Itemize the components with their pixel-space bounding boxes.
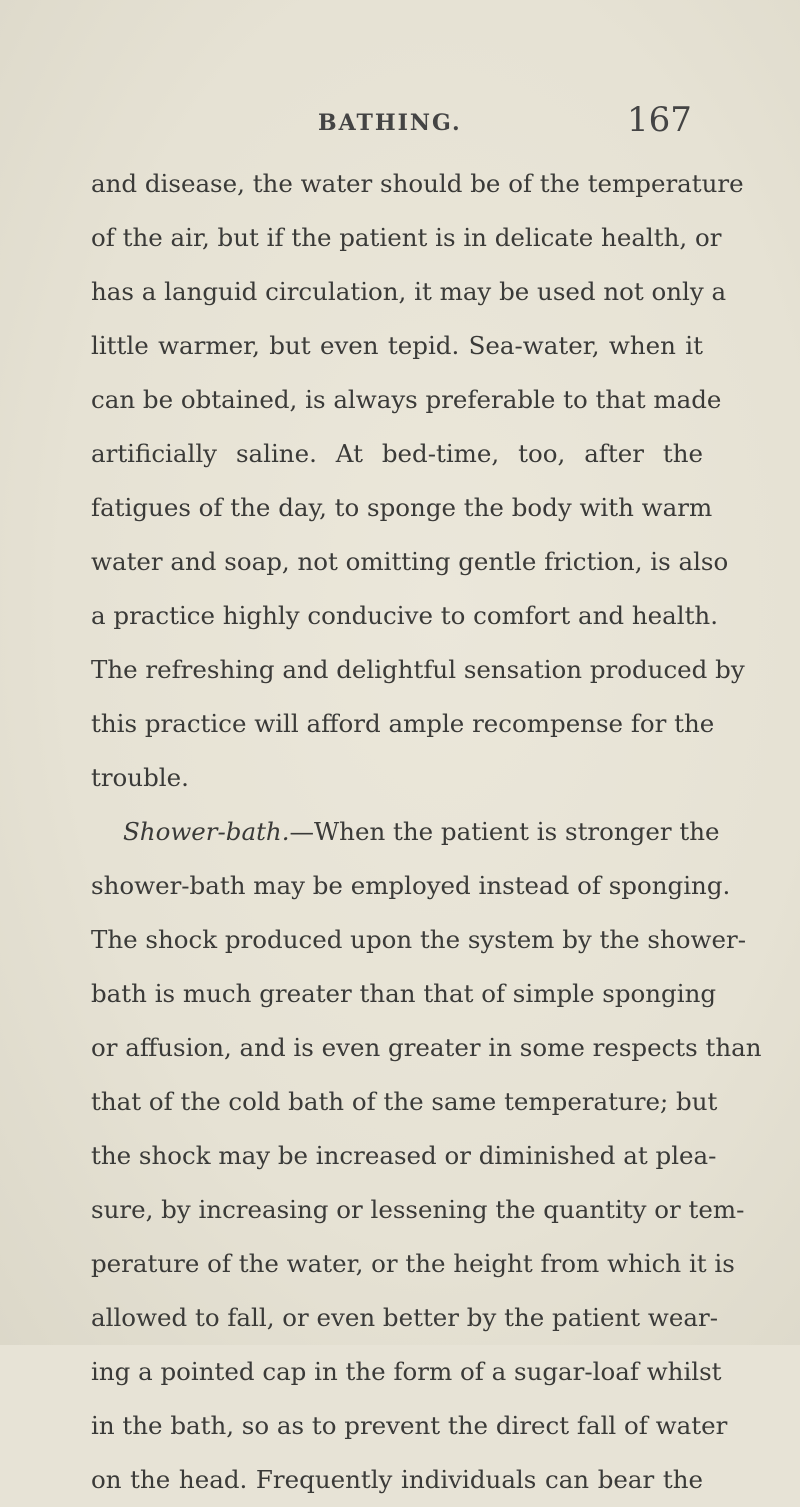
text-line: perature of the water, or the height from which it is — [91, 1249, 735, 1278]
text-line: that of the cold bath of the same temperature; but — [91, 1087, 718, 1116]
text-line: and disease, the water should be of the temperature — [91, 169, 744, 198]
text-line: sure, by increasing or lessening the quantity or tem- — [91, 1195, 745, 1224]
text-line: The shock produced upon the system by the shower- — [91, 925, 746, 954]
text-line: can be obtained, is always preferable to that made — [91, 385, 722, 414]
page-header — [0, 100, 800, 150]
text-line: or affusion, and is even greater in some respects than — [91, 1033, 762, 1062]
text-line: on the head. Frequently individuals can bear the — [91, 1465, 703, 1494]
text-line: this practice will afford ample recompense for the — [91, 709, 715, 738]
text-line: bath is much greater than that of simple sponging — [91, 979, 717, 1008]
text-line: allowed to fall, or even better by the patient wear- — [91, 1303, 718, 1332]
body-text — [91, 157, 762, 1507]
text-line: artificially saline. At bed-time, too, after the — [91, 439, 703, 468]
text-line: the shock may be increased or diminished at plea- — [91, 1141, 717, 1170]
text-line: The refreshing and delightful sensation produced by — [91, 655, 745, 684]
text-line: a practice highly conducive to comfort and health. — [91, 601, 718, 630]
text-line: water and soap, not omitting gentle friction, is also — [91, 547, 729, 576]
text-line: ing a pointed cap in the form of a sugar-loaf whilst — [91, 1357, 722, 1386]
text-line: fatigues of the day, to sponge the body with warm — [91, 493, 713, 522]
text-line: little warmer, but even tepid. Sea-water, when it — [91, 331, 703, 360]
text-line: shower-bath may be employed instead of sponging. — [91, 871, 731, 900]
page-number: 167 — [627, 100, 692, 140]
text-line: of the air, but if the patient is in delicate health, or — [91, 223, 722, 252]
text-line: has a languid circulation, it may be used not only a — [91, 277, 727, 306]
text-line: trouble. — [91, 763, 189, 792]
text-fragment: —When the patient is stronger the — [289, 817, 720, 846]
text-line: in the bath, so as to prevent the direct fall of water — [91, 1411, 728, 1440]
paragraph-start-line — [91, 805, 720, 859]
running-head: BATHING. — [318, 110, 462, 136]
section-heading: Shower-bath. — [123, 817, 290, 846]
